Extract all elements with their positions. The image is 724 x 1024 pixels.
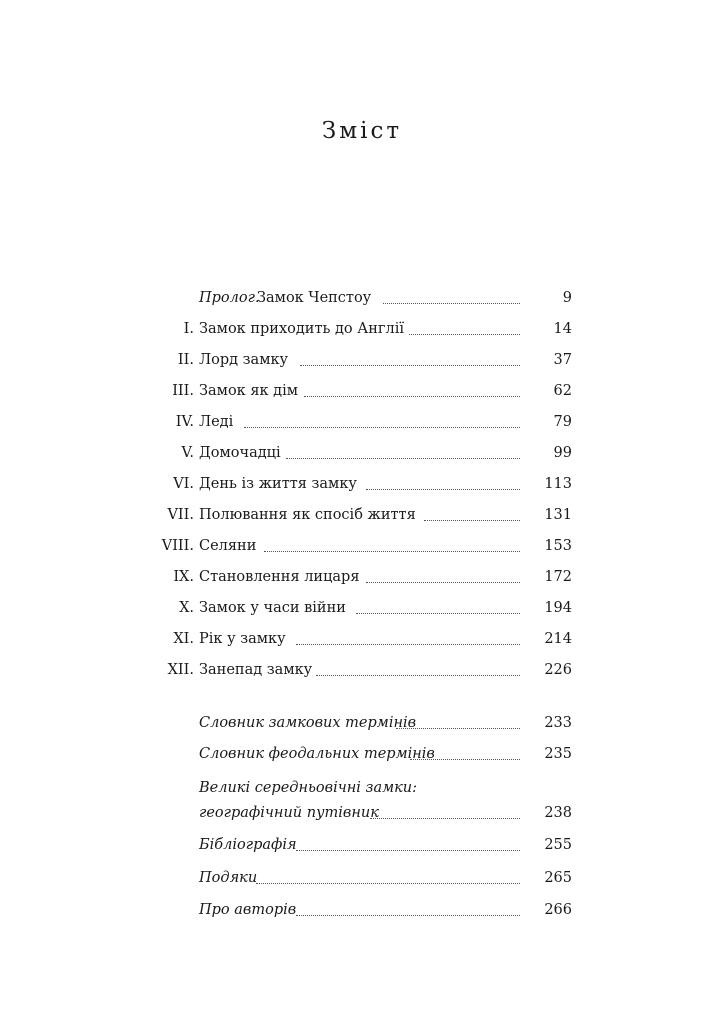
toc-entry-appendix-acknowledgements[interactable] — [0, 866, 724, 890]
toc-entry-appendix-authors[interactable] — [0, 898, 724, 922]
chapter-title: Занепад замку — [199, 662, 313, 678]
toc-page-number: 226 — [544, 662, 572, 678]
dot-leader — [244, 403, 520, 428]
chapter-number: I. — [183, 321, 194, 337]
appendix-title: Словник феодальних термінів — [199, 746, 435, 762]
toc-entry-appendix-bibliography[interactable] — [0, 833, 724, 857]
chapter-title: Селяни — [199, 538, 257, 554]
chapter-title: Замок у часи війни — [199, 600, 346, 616]
toc-page-number: 79 — [553, 414, 572, 430]
toc-page-number: 255 — [544, 837, 572, 853]
dot-leader — [424, 496, 520, 521]
appendix-title: Бібліографія — [199, 837, 297, 853]
toc-prologue-label: Пролог. — [199, 290, 260, 306]
dot-leader — [410, 735, 520, 760]
toc-entry-appendix-glossary-castle[interactable] — [0, 711, 724, 735]
toc-entry-chapter-5[interactable] — [0, 441, 724, 465]
toc-entry-chapter-3[interactable] — [0, 379, 724, 403]
toc-page-number: 214 — [544, 631, 572, 647]
toc-entry-chapter-6[interactable] — [0, 472, 724, 496]
appendix-title-line1: Великі середньовічні замки: — [199, 780, 417, 796]
toc-prologue-title: Замок Чепстоу — [257, 290, 372, 306]
appendix-title: Подяки — [199, 870, 258, 886]
toc-page-number: 9 — [562, 290, 572, 306]
toc-entry-chapter-9[interactable] — [0, 565, 724, 589]
dot-leader — [256, 859, 520, 884]
toc-page-number: 265 — [544, 870, 572, 886]
dot-leader — [409, 310, 520, 335]
toc-entry-appendix-guide[interactable] — [0, 801, 724, 825]
chapter-title: Леді — [199, 414, 234, 430]
toc-entry-chapter-4[interactable] — [0, 410, 724, 434]
toc-page-number: 235 — [544, 746, 572, 762]
toc-page-number: 233 — [544, 715, 572, 731]
toc-entry-chapter-12[interactable] — [0, 658, 724, 682]
dot-leader — [300, 341, 520, 366]
chapter-number: IX. — [173, 569, 194, 585]
toc-entry-chapter-8[interactable] — [0, 534, 724, 558]
dot-leader — [304, 372, 520, 397]
chapter-number: VI. — [173, 476, 194, 492]
chapter-number: VII. — [167, 507, 194, 523]
chapter-number: II. — [177, 352, 194, 368]
chapter-title: Домочадці — [199, 445, 281, 461]
chapter-title: День із життя замку — [199, 476, 357, 492]
toc-page-number: 238 — [544, 805, 572, 821]
toc-entry-chapter-10[interactable] — [0, 596, 724, 620]
appendix-title-line2: географічний путівник — [199, 805, 379, 821]
dot-leader — [316, 651, 520, 676]
chapter-number: XI. — [173, 631, 194, 647]
chapter-number: VIII. — [161, 538, 194, 554]
dot-leader — [296, 891, 520, 916]
chapter-title: Замок як дім — [199, 383, 299, 399]
toc-entry-prologue[interactable] — [0, 286, 724, 310]
chapter-number: III. — [172, 383, 194, 399]
chapter-number: IV. — [175, 414, 194, 430]
dot-leader — [296, 620, 520, 645]
toc-page-number: 37 — [553, 352, 572, 368]
page-title: Зміст — [321, 118, 403, 144]
toc-entry-chapter-2[interactable] — [0, 348, 724, 372]
toc-entry-chapter-7[interactable] — [0, 503, 724, 527]
chapter-number: X. — [179, 600, 194, 616]
chapter-title: Полювання як спосіб життя — [199, 507, 416, 523]
dot-leader — [366, 465, 520, 490]
appendix-title: Словник замкових термінів — [199, 715, 417, 731]
chapter-title: Рік у замку — [199, 631, 286, 647]
dot-leader — [286, 434, 520, 459]
appendix-title: Про авторів — [199, 902, 297, 918]
dot-leader — [356, 589, 520, 614]
toc-page-number: 194 — [544, 600, 572, 616]
dot-leader — [370, 794, 520, 819]
toc-entry-appendix-glossary-feudal[interactable] — [0, 742, 724, 766]
dot-leader — [383, 279, 520, 304]
toc-entry-chapter-11[interactable] — [0, 627, 724, 651]
dot-leader — [366, 558, 520, 583]
toc-page-number: 266 — [544, 902, 572, 918]
dot-leader — [264, 527, 520, 552]
toc-page-number: 62 — [553, 383, 572, 399]
toc-page-number: 131 — [544, 507, 572, 523]
dot-leader — [296, 826, 520, 851]
toc-page-number: 14 — [553, 321, 572, 337]
chapter-title: Лорд замку — [199, 352, 289, 368]
toc-page-number: 99 — [553, 445, 572, 461]
toc-page-number: 113 — [544, 476, 572, 492]
chapter-number: V. — [181, 445, 194, 461]
toc-entry-chapter-1[interactable] — [0, 317, 724, 341]
toc-page-number: 153 — [544, 538, 572, 554]
toc-entry-appendix-guide-line1[interactable] — [0, 776, 724, 800]
chapter-title: Становлення лицаря — [199, 569, 360, 585]
dot-leader — [396, 704, 520, 729]
chapter-title: Замок приходить до Англії — [199, 321, 404, 337]
chapter-number: XII. — [167, 662, 194, 678]
toc-page-number: 172 — [544, 569, 572, 585]
